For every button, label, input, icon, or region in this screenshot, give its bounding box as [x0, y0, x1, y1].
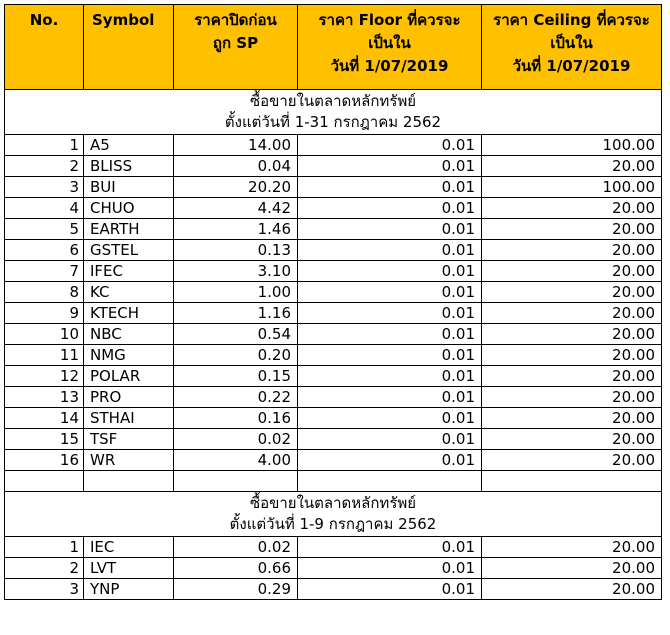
row-prev-close: 1.46: [174, 219, 298, 240]
header-floor-line: เป็นใน: [368, 34, 411, 52]
row-prev-close: 0.29: [174, 579, 298, 600]
table-row: [5, 156, 662, 177]
row-prev-close: 0.66: [174, 558, 298, 579]
row-symbol: BLISS: [84, 156, 174, 177]
row-no: 1: [5, 537, 84, 558]
row-floor: 0.01: [298, 429, 482, 450]
row-floor: 0.01: [298, 156, 482, 177]
table-row: [5, 558, 662, 579]
header-prev-close-line: ราคาปิดก่อน: [194, 11, 277, 29]
row-floor: 0.01: [298, 387, 482, 408]
header-prev-close-line: ถูก SP: [212, 34, 259, 52]
section-2-line2: ตั้งแต่วันที่ 1-9 กรกฎาคม 2562: [229, 515, 437, 533]
row-no: 7: [5, 261, 84, 282]
empty-cell: [298, 471, 482, 492]
row-ceiling: 20.00: [482, 387, 662, 408]
row-prev-close: 0.22: [174, 387, 298, 408]
row-prev-close: 14.00: [174, 135, 298, 156]
row-no: 13: [5, 387, 84, 408]
row-ceiling: 20.00: [482, 303, 662, 324]
table-row: [5, 387, 662, 408]
row-symbol: EARTH: [84, 219, 174, 240]
row-prev-close: 0.13: [174, 240, 298, 261]
row-ceiling: 20.00: [482, 429, 662, 450]
header-symbol: Symbol: [84, 5, 174, 90]
row-ceiling: 20.00: [482, 282, 662, 303]
row-prev-close: 1.00: [174, 282, 298, 303]
row-symbol: IFEC: [84, 261, 174, 282]
row-symbol: POLAR: [84, 366, 174, 387]
table-row: [5, 240, 662, 261]
table-row: [5, 579, 662, 600]
row-no: 16: [5, 450, 84, 471]
header-ceiling-line: เป็นใน: [550, 34, 593, 52]
row-floor: 0.01: [298, 282, 482, 303]
header-ceiling-line: ราคา Ceiling ที่ควรจะ: [493, 11, 650, 29]
row-floor: 0.01: [298, 450, 482, 471]
row-no: 10: [5, 324, 84, 345]
row-ceiling: 100.00: [482, 177, 662, 198]
row-symbol: A5: [84, 135, 174, 156]
row-ceiling: 20.00: [482, 156, 662, 177]
table-row: [5, 303, 662, 324]
row-floor: 0.01: [298, 366, 482, 387]
spreadsheet: [4, 4, 662, 600]
row-no: 8: [5, 282, 84, 303]
row-no: 3: [5, 579, 84, 600]
empty-cell: [482, 471, 662, 492]
table-row: [5, 408, 662, 429]
row-no: 6: [5, 240, 84, 261]
section-header-row: [5, 90, 662, 135]
table-row: [5, 198, 662, 219]
row-prev-close: 4.00: [174, 450, 298, 471]
row-floor: 0.01: [298, 408, 482, 429]
row-symbol: KC: [84, 282, 174, 303]
row-ceiling: 20.00: [482, 198, 662, 219]
row-symbol: LVT: [84, 558, 174, 579]
row-floor: 0.01: [298, 303, 482, 324]
price-table: [4, 4, 662, 600]
row-no: 12: [5, 366, 84, 387]
row-prev-close: 3.10: [174, 261, 298, 282]
table-row: [5, 219, 662, 240]
row-prev-close: 0.16: [174, 408, 298, 429]
row-ceiling: 20.00: [482, 579, 662, 600]
section-header-row: [5, 492, 662, 537]
empty-row: [5, 471, 662, 492]
row-floor: 0.01: [298, 324, 482, 345]
row-symbol: NBC: [84, 324, 174, 345]
header-floor-line: วันที่ 1/07/2019: [330, 57, 449, 75]
header-row: [5, 5, 662, 90]
row-ceiling: 20.00: [482, 324, 662, 345]
row-symbol: NMG: [84, 345, 174, 366]
empty-cell: [84, 471, 174, 492]
row-no: 15: [5, 429, 84, 450]
row-floor: 0.01: [298, 219, 482, 240]
row-floor: 0.01: [298, 345, 482, 366]
row-no: 3: [5, 177, 84, 198]
table-body: [5, 90, 662, 492]
section-1-line2: ตั้งแต่วันที่ 1-31 กรกฎาคม 2562: [224, 113, 442, 131]
row-prev-close: 0.02: [174, 537, 298, 558]
table-row: [5, 261, 662, 282]
section-2-title: [5, 492, 662, 537]
header-floor-line: ราคา Floor ที่ควรจะ: [318, 11, 461, 29]
row-symbol: KTECH: [84, 303, 174, 324]
row-ceiling: 100.00: [482, 135, 662, 156]
table-row: [5, 450, 662, 471]
row-floor: 0.01: [298, 240, 482, 261]
table-row: [5, 135, 662, 156]
row-ceiling: 20.00: [482, 558, 662, 579]
table-row: [5, 366, 662, 387]
row-no: 4: [5, 198, 84, 219]
row-ceiling: 20.00: [482, 450, 662, 471]
section-2-line1: ซื้อขายในตลาดหลักทรัพย์: [249, 494, 417, 512]
empty-cell: [5, 471, 84, 492]
row-ceiling: 20.00: [482, 345, 662, 366]
row-symbol: STHAI: [84, 408, 174, 429]
row-prev-close: 0.54: [174, 324, 298, 345]
table-row: [5, 345, 662, 366]
row-prev-close: 4.42: [174, 198, 298, 219]
header-ceiling-line: วันที่ 1/07/2019: [512, 57, 631, 75]
row-symbol: YNP: [84, 579, 174, 600]
row-floor: 0.01: [298, 261, 482, 282]
row-ceiling: 20.00: [482, 240, 662, 261]
row-ceiling: 20.00: [482, 366, 662, 387]
row-symbol: IEC: [84, 537, 174, 558]
row-floor: 0.01: [298, 177, 482, 198]
row-prev-close: 0.15: [174, 366, 298, 387]
empty-cell: [174, 471, 298, 492]
row-ceiling: 20.00: [482, 408, 662, 429]
row-prev-close: 0.20: [174, 345, 298, 366]
row-floor: 0.01: [298, 135, 482, 156]
row-no: 14: [5, 408, 84, 429]
row-symbol: BUI: [84, 177, 174, 198]
row-ceiling: 20.00: [482, 261, 662, 282]
row-symbol: TSF: [84, 429, 174, 450]
row-no: 5: [5, 219, 84, 240]
row-ceiling: 20.00: [482, 219, 662, 240]
row-no: 11: [5, 345, 84, 366]
row-symbol: WR: [84, 450, 174, 471]
row-symbol: GSTEL: [84, 240, 174, 261]
section-1-line1: ซื้อขายในตลาดหลักทรัพย์: [249, 92, 417, 110]
row-floor: 0.01: [298, 579, 482, 600]
row-symbol: PRO: [84, 387, 174, 408]
row-no: 2: [5, 156, 84, 177]
table-row: [5, 282, 662, 303]
table-row: [5, 324, 662, 345]
header-ceiling: [482, 5, 662, 90]
row-prev-close: 1.16: [174, 303, 298, 324]
table-row: [5, 429, 662, 450]
table-row: [5, 177, 662, 198]
section-1-title: [5, 90, 662, 135]
header-floor: [298, 5, 482, 90]
row-prev-close: 20.20: [174, 177, 298, 198]
row-symbol: CHUO: [84, 198, 174, 219]
table-row: [5, 537, 662, 558]
row-ceiling: 20.00: [482, 537, 662, 558]
header-prev-close: [174, 5, 298, 90]
row-floor: 0.01: [298, 558, 482, 579]
row-floor: 0.01: [298, 198, 482, 219]
row-floor: 0.01: [298, 537, 482, 558]
row-no: 2: [5, 558, 84, 579]
row-no: 9: [5, 303, 84, 324]
row-no: 1: [5, 135, 84, 156]
row-prev-close: 0.02: [174, 429, 298, 450]
table-body-section-2: [5, 492, 662, 600]
row-prev-close: 0.04: [174, 156, 298, 177]
header-no: No.: [5, 5, 84, 90]
